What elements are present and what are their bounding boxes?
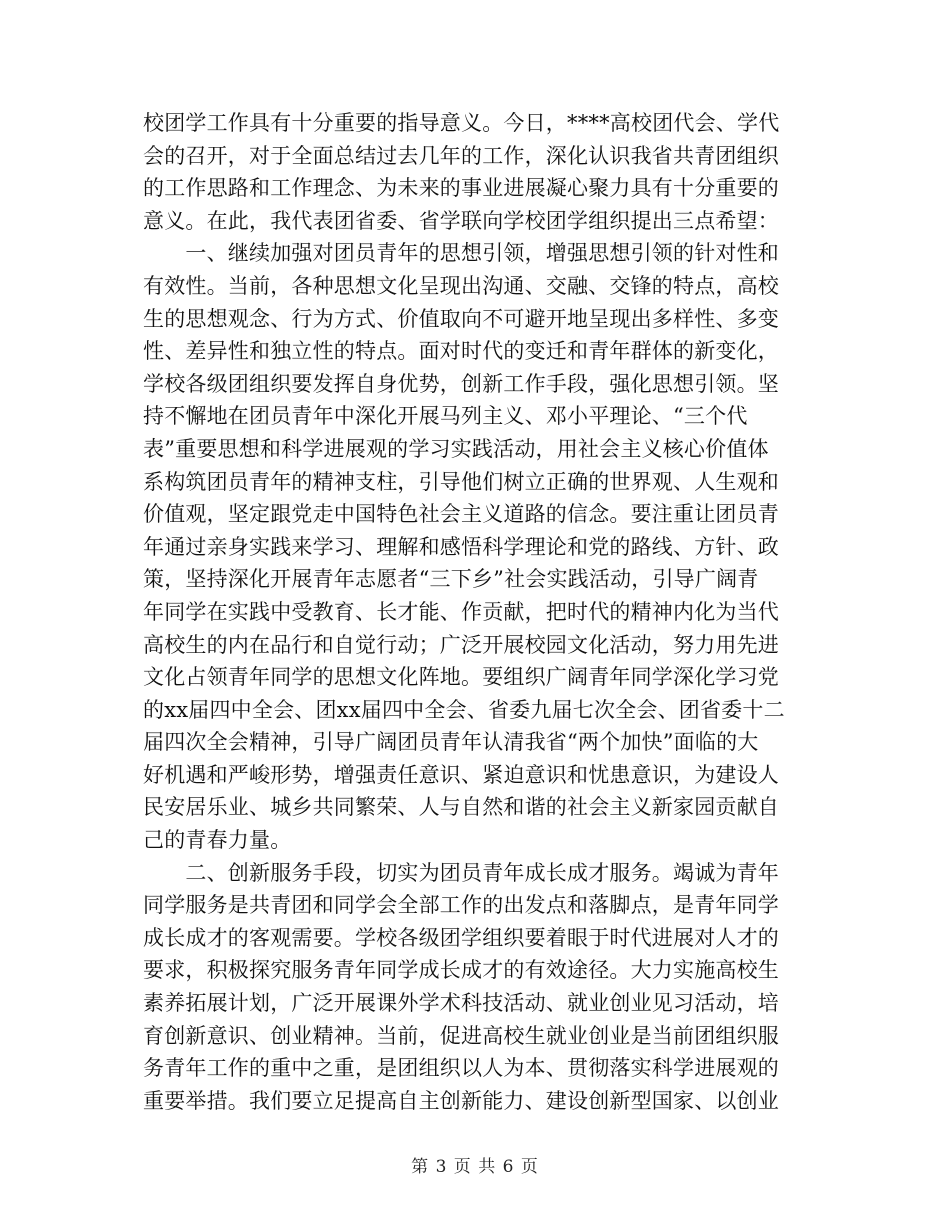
text-line: 育创新意识、创业精神。当前，促进高校生就业创业是当前团组织服 bbox=[143, 1023, 779, 1048]
text-line: 同学服务是共青团和同学会全部工作的出发点和落脚点，是青年同学 bbox=[143, 893, 779, 918]
text-line: 意义。在此，我代表团省委、省学联向学校团学组织提出三点希望： bbox=[143, 208, 779, 233]
text-line: 务青年工作的重中之重，是团组织以人为本、贯彻落实科学进展观的 bbox=[143, 1056, 779, 1081]
text-line: 届四次全会精神，引导广阔团员青年认清我省“两个加快”面临的大 bbox=[143, 730, 759, 755]
text-line: 成长成才的客观需要。学校各级团学组织要着眼于时代进展对人才的 bbox=[143, 925, 779, 950]
text-line: 性、差异性和独立性的特点。面对时代的变迁和青年群体的新变化， bbox=[143, 339, 779, 364]
text-line: 持不懈地在团员青年中深化开展马列主义、邓小平理论、“三个代 bbox=[143, 404, 748, 429]
text-line: 一、继续加强对团员青年的思想引领，增强思想引领的针对性和 bbox=[143, 241, 779, 266]
page-footer: 第 3 页 共 6 页 bbox=[411, 1157, 539, 1177]
text-line: 素养拓展计划，广泛开展课外学术科技活动、就业创业见习活动，培 bbox=[143, 991, 779, 1016]
text-line: 己的青春力量。 bbox=[143, 828, 292, 853]
text-line: 表”重要思想和科学进展观的学习实践活动，用社会主义核心价值体 bbox=[143, 436, 769, 461]
body-text bbox=[143, 107, 807, 1117]
text-line: 文化占领青年同学的思想文化阵地。要组织广阔青年同学深化学习党 bbox=[143, 665, 779, 690]
text-line: 系构筑团员青年的精神支柱，引导他们树立正确的世界观、人生观和 bbox=[143, 469, 779, 494]
text-line: 的工作思路和工作理念、为未来的事业进展凝心聚力具有十分重要的 bbox=[143, 176, 779, 201]
text-line: 学校各级团组织要发挥自身优势，创新工作手段，强化思想引领。坚 bbox=[143, 371, 779, 396]
text-line: 生的思想观念、行为方式、价值取向不可避开地呈现出多样性、多变 bbox=[143, 306, 779, 331]
text-line: 有效性。当前，各种思想文化呈现出沟通、交融、交锋的特点，高校 bbox=[143, 273, 779, 298]
text-line: 二、创新服务手段，切实为团员青年成长成才服务。竭诚为青年 bbox=[143, 860, 779, 885]
text-line: 价值观，坚定跟党走中国特色社会主义道路的信念。要注重让团员青 bbox=[143, 502, 779, 527]
text-line: 年同学在实践中受教育、长才能、作贡献，把时代的精神内化为当代 bbox=[143, 599, 779, 624]
text-line: 校团学工作具有十分重要的指导意义。今日，****高校团代会、学代 bbox=[143, 111, 780, 135]
text-line: 高校生的内在品行和自觉行动；广泛开展校园文化活动，努力用先进 bbox=[143, 632, 779, 657]
text-line: 会的召开，对于全面总结过去几年的工作，深化认识我省共青团组织 bbox=[143, 143, 779, 168]
text-line: 要求，积极探究服务青年同学成长成才的有效途径。大力实施高校生 bbox=[143, 958, 779, 983]
text-line: 重要举措。我们要立足提高自主创新能力、建设创新型国家、以创业 bbox=[143, 1088, 779, 1113]
text-line: 年通过亲身实践来学习、理解和感悟科学理论和党的路线、方针、政 bbox=[143, 534, 779, 559]
text-line: 的xx届四中全会、团xx届四中全会、省委九届七次全会、团省委十二 bbox=[143, 697, 785, 722]
text-line: 好机遇和严峻形势，增强责任意识、紧迫意识和忧患意识，为建设人 bbox=[143, 762, 779, 787]
text-line: 策，坚持深化开展青年志愿者“三下乡”社会实践活动，引导广阔青 bbox=[143, 567, 759, 592]
text-line: 民安居乐业、城乡共同繁荣、人与自然和谐的社会主义新家园贡献自 bbox=[143, 795, 779, 820]
